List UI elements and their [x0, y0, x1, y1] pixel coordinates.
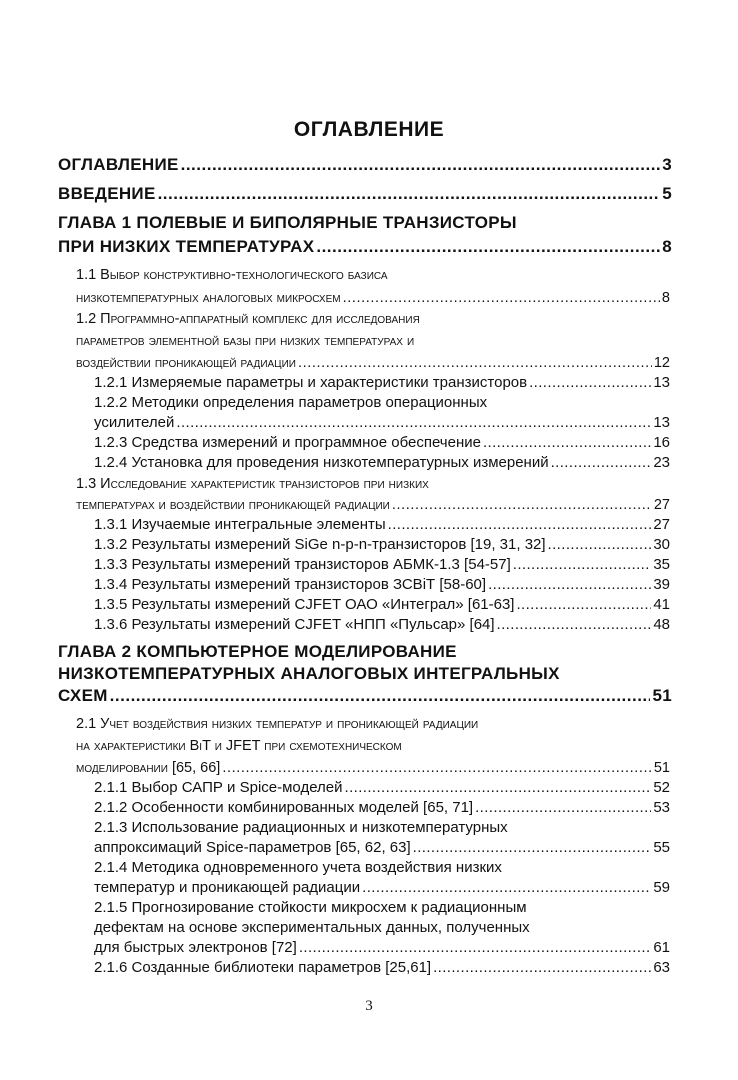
toc-section-1-3-line1: 1.3 Исследование характеристик транзисторов при низких — [76, 476, 429, 492]
toc-entry-2-1-5[interactable] — [94, 939, 670, 956]
dot-leader — [488, 576, 651, 593]
toc-entry-label: 2.1.6 Созданные библиотеки параметров [25,61] — [94, 959, 432, 976]
toc-page-number: 8 — [662, 237, 672, 256]
toc-entry-contents[interactable] — [58, 155, 672, 175]
toc-entry-1-2-3[interactable] — [94, 434, 670, 451]
toc-entry-label: 1.3.2 Результаты измерений SiGe n-p-n-транзисторов [19, 31, 32] — [94, 536, 546, 553]
toc-entry-label: температур и проникающей радиации — [94, 879, 361, 896]
dot-leader — [516, 596, 651, 613]
dot-leader — [176, 414, 651, 431]
toc-page-number: 23 — [653, 454, 670, 471]
dot-leader — [392, 497, 652, 513]
toc-entry-label: ОГЛАВЛЕНИЕ — [58, 155, 179, 174]
toc-entry-label: 1.2.1 Измеряемые параметры и характеристики транзисторов — [94, 374, 528, 391]
toc-entry-2-1-1[interactable] — [94, 779, 670, 796]
dot-leader — [497, 616, 652, 633]
dot-leader — [110, 686, 651, 706]
dot-leader — [345, 779, 652, 796]
toc-entry-label: 1.3.5 Результаты измерений CJFET ОАО «Интеграл» [61-63] — [94, 596, 515, 613]
toc-section-2-1-line1: 2.1 Учет воздействия низких температур и проникающей радиации — [76, 716, 479, 732]
toc-entry-2-1-3[interactable] — [94, 839, 670, 856]
toc-page-number: 13 — [653, 374, 670, 391]
toc-entry-label: 2.1.2 Особенности комбинированных моделей [65, 71] — [94, 799, 474, 816]
toc-page-number: 52 — [653, 779, 670, 796]
toc-page-number: 48 — [653, 616, 670, 633]
toc-page-number: 55 — [653, 839, 670, 856]
toc-page-number: 13 — [653, 414, 670, 431]
toc-entry-label: воздействии проникающей радиации — [76, 355, 296, 371]
dot-leader — [475, 799, 651, 816]
dot-leader — [513, 556, 652, 573]
toc-entry-1-3-1[interactable] — [94, 516, 670, 533]
toc-entry-label: СХЕМ — [58, 686, 108, 705]
toc-entry-label: ВВЕДЕНИЕ — [58, 184, 156, 203]
toc-page-number: 5 — [662, 184, 672, 203]
toc-page-number: 3 — [662, 155, 672, 174]
toc-entry-2-1-3-line1: 2.1.3 Использование радиационных и низкотемпературных — [94, 819, 508, 836]
toc-entry-2-1-2[interactable] — [94, 799, 670, 816]
toc-entry-label: 2.1.1 Выбор САПР и Spice-моделей — [94, 779, 343, 796]
toc-section-1-2-line2: параметров элементной базы при низких температурах и — [76, 333, 415, 349]
dot-leader — [298, 355, 652, 371]
toc-entry-label: ПРИ НИЗКИХ ТЕМПЕРАТУРАХ — [58, 237, 315, 256]
toc-entry-1-2-2-line1: 1.2.2 Методики определения параметров операционных — [94, 394, 488, 411]
toc-entry-2-1-4-line1: 2.1.4 Методика одновременного учета воздействия низких — [94, 859, 502, 876]
toc-page-number: 41 — [653, 596, 670, 613]
toc-entry-1-3-2[interactable] — [94, 536, 670, 553]
dot-leader — [551, 454, 652, 471]
toc-entry-introduction[interactable] — [58, 184, 672, 204]
toc-page-number: 39 — [653, 576, 670, 593]
toc-page-number: 12 — [653, 355, 670, 371]
dot-leader — [529, 374, 651, 391]
toc-page-number: 30 — [653, 536, 670, 553]
toc-entry-label: для быстрых электронов [72] — [94, 939, 297, 956]
toc-entry-label: 1.3.1 Изучаемые интегральные элементы — [94, 516, 386, 533]
toc-section-1-1-line1: 1.1 Выбор конструктивно-технологического базиса — [76, 267, 388, 283]
toc-page-number: 61 — [653, 939, 670, 956]
dot-leader — [388, 516, 652, 533]
toc-section-1-2-line1: 1.2 Программно-аппаратный комплекс для исследования — [76, 311, 420, 327]
toc-entry-label: 1.2.4 Установка для проведения низкотемпературных измерений — [94, 454, 549, 471]
dot-leader — [299, 939, 651, 956]
toc-entry-label: 1.3.4 Результаты измерений транзисторов ЗСВiТ [58-60] — [94, 576, 487, 593]
toc-entry-chapter-1[interactable] — [58, 237, 672, 257]
dot-leader — [413, 839, 652, 856]
toc-entry-2-1-6[interactable] — [94, 959, 670, 976]
toc-entry-1-3-6[interactable] — [94, 616, 670, 633]
toc-entry-1-2-4[interactable] — [94, 454, 670, 471]
toc-entry-section-1-2[interactable] — [76, 355, 670, 371]
toc-page-number: 8 — [661, 290, 670, 306]
toc-page-number: 16 — [653, 434, 670, 451]
dot-leader — [433, 959, 651, 976]
toc-entry-section-2-1[interactable] — [76, 760, 670, 776]
toc-entry-label: аппроксимаций Spice-параметров [65, 62, 63] — [94, 839, 411, 856]
toc-entry-label: температурах и воздействии проникающей радиации — [76, 497, 390, 513]
dot-leader — [483, 434, 651, 451]
dot-leader — [548, 536, 652, 553]
toc-entry-label: усилителей — [94, 414, 175, 431]
toc-chapter-2-line1: ГЛАВА 2 КОМПЬЮТЕРНОЕ МОДЕЛИРОВАНИЕ — [58, 642, 457, 661]
toc-chapter-2-line2: НИЗКОТЕМПЕРАТУРНЫХ АНАЛОГОВЫХ ИНТЕГРАЛЬНЫХ — [58, 664, 560, 683]
dot-leader — [316, 237, 660, 257]
dot-leader — [181, 155, 661, 175]
page-title: ОГЛАВЛЕНИЕ — [293, 118, 445, 141]
toc-entry-label: низкотемпературных аналоговых микросхем — [76, 290, 341, 306]
toc-page-number: 63 — [653, 959, 670, 976]
toc-page-number: 27 — [653, 516, 670, 533]
toc-entry-section-1-1[interactable] — [76, 290, 670, 306]
toc-entry-label: моделировании [65, 66] — [76, 760, 221, 776]
toc-section-2-1-line2: на характеристики BiT и JFET при схемотехническом — [76, 738, 402, 754]
toc-chapter-1-line1: ГЛАВА 1 ПОЛЕВЫЕ И БИПОЛЯРНЫЕ ТРАНЗИСТОРЫ — [58, 213, 517, 232]
dot-leader — [222, 760, 652, 776]
toc-entry-section-1-3[interactable] — [76, 497, 670, 513]
toc-page-number: 53 — [653, 799, 670, 816]
toc-entry-label: 1.2.3 Средства измерений и программное обеспечение — [94, 434, 481, 451]
dot-leader — [362, 879, 651, 896]
toc-entry-1-2-2[interactable] — [94, 414, 670, 431]
toc-page-number: 27 — [653, 497, 670, 513]
toc-entry-2-1-5-line1: 2.1.5 Прогнозирование стойкости микросхем к радиационным — [94, 899, 527, 916]
toc-entry-chapter-2[interactable] — [58, 686, 672, 706]
toc-page-number: 59 — [653, 879, 670, 896]
toc-entry-label: 1.3.6 Результаты измерений CJFET «НПП «Пульсар» [64] — [94, 616, 495, 633]
toc-page-number: 35 — [653, 556, 670, 573]
toc-entry-1-2-1[interactable] — [94, 374, 670, 391]
toc-entry-label: 1.3.3 Результаты измерений транзисторов АБМК-1.3 [54-57] — [94, 556, 511, 573]
toc-entry-2-1-4[interactable] — [94, 879, 670, 896]
toc-entry-1-3-4[interactable] — [94, 576, 670, 593]
toc-entry-2-1-5-line2: дефектам на основе экспериментальных данных, полученных — [94, 919, 530, 936]
page-number-footer: 3 — [365, 998, 373, 1014]
toc-entry-1-3-5[interactable] — [94, 596, 670, 613]
toc-entry-1-3-3[interactable] — [94, 556, 670, 573]
dot-leader — [158, 184, 661, 204]
toc-page-number: 51 — [652, 686, 672, 705]
dot-leader — [343, 290, 660, 306]
toc-page-number: 51 — [653, 760, 670, 776]
